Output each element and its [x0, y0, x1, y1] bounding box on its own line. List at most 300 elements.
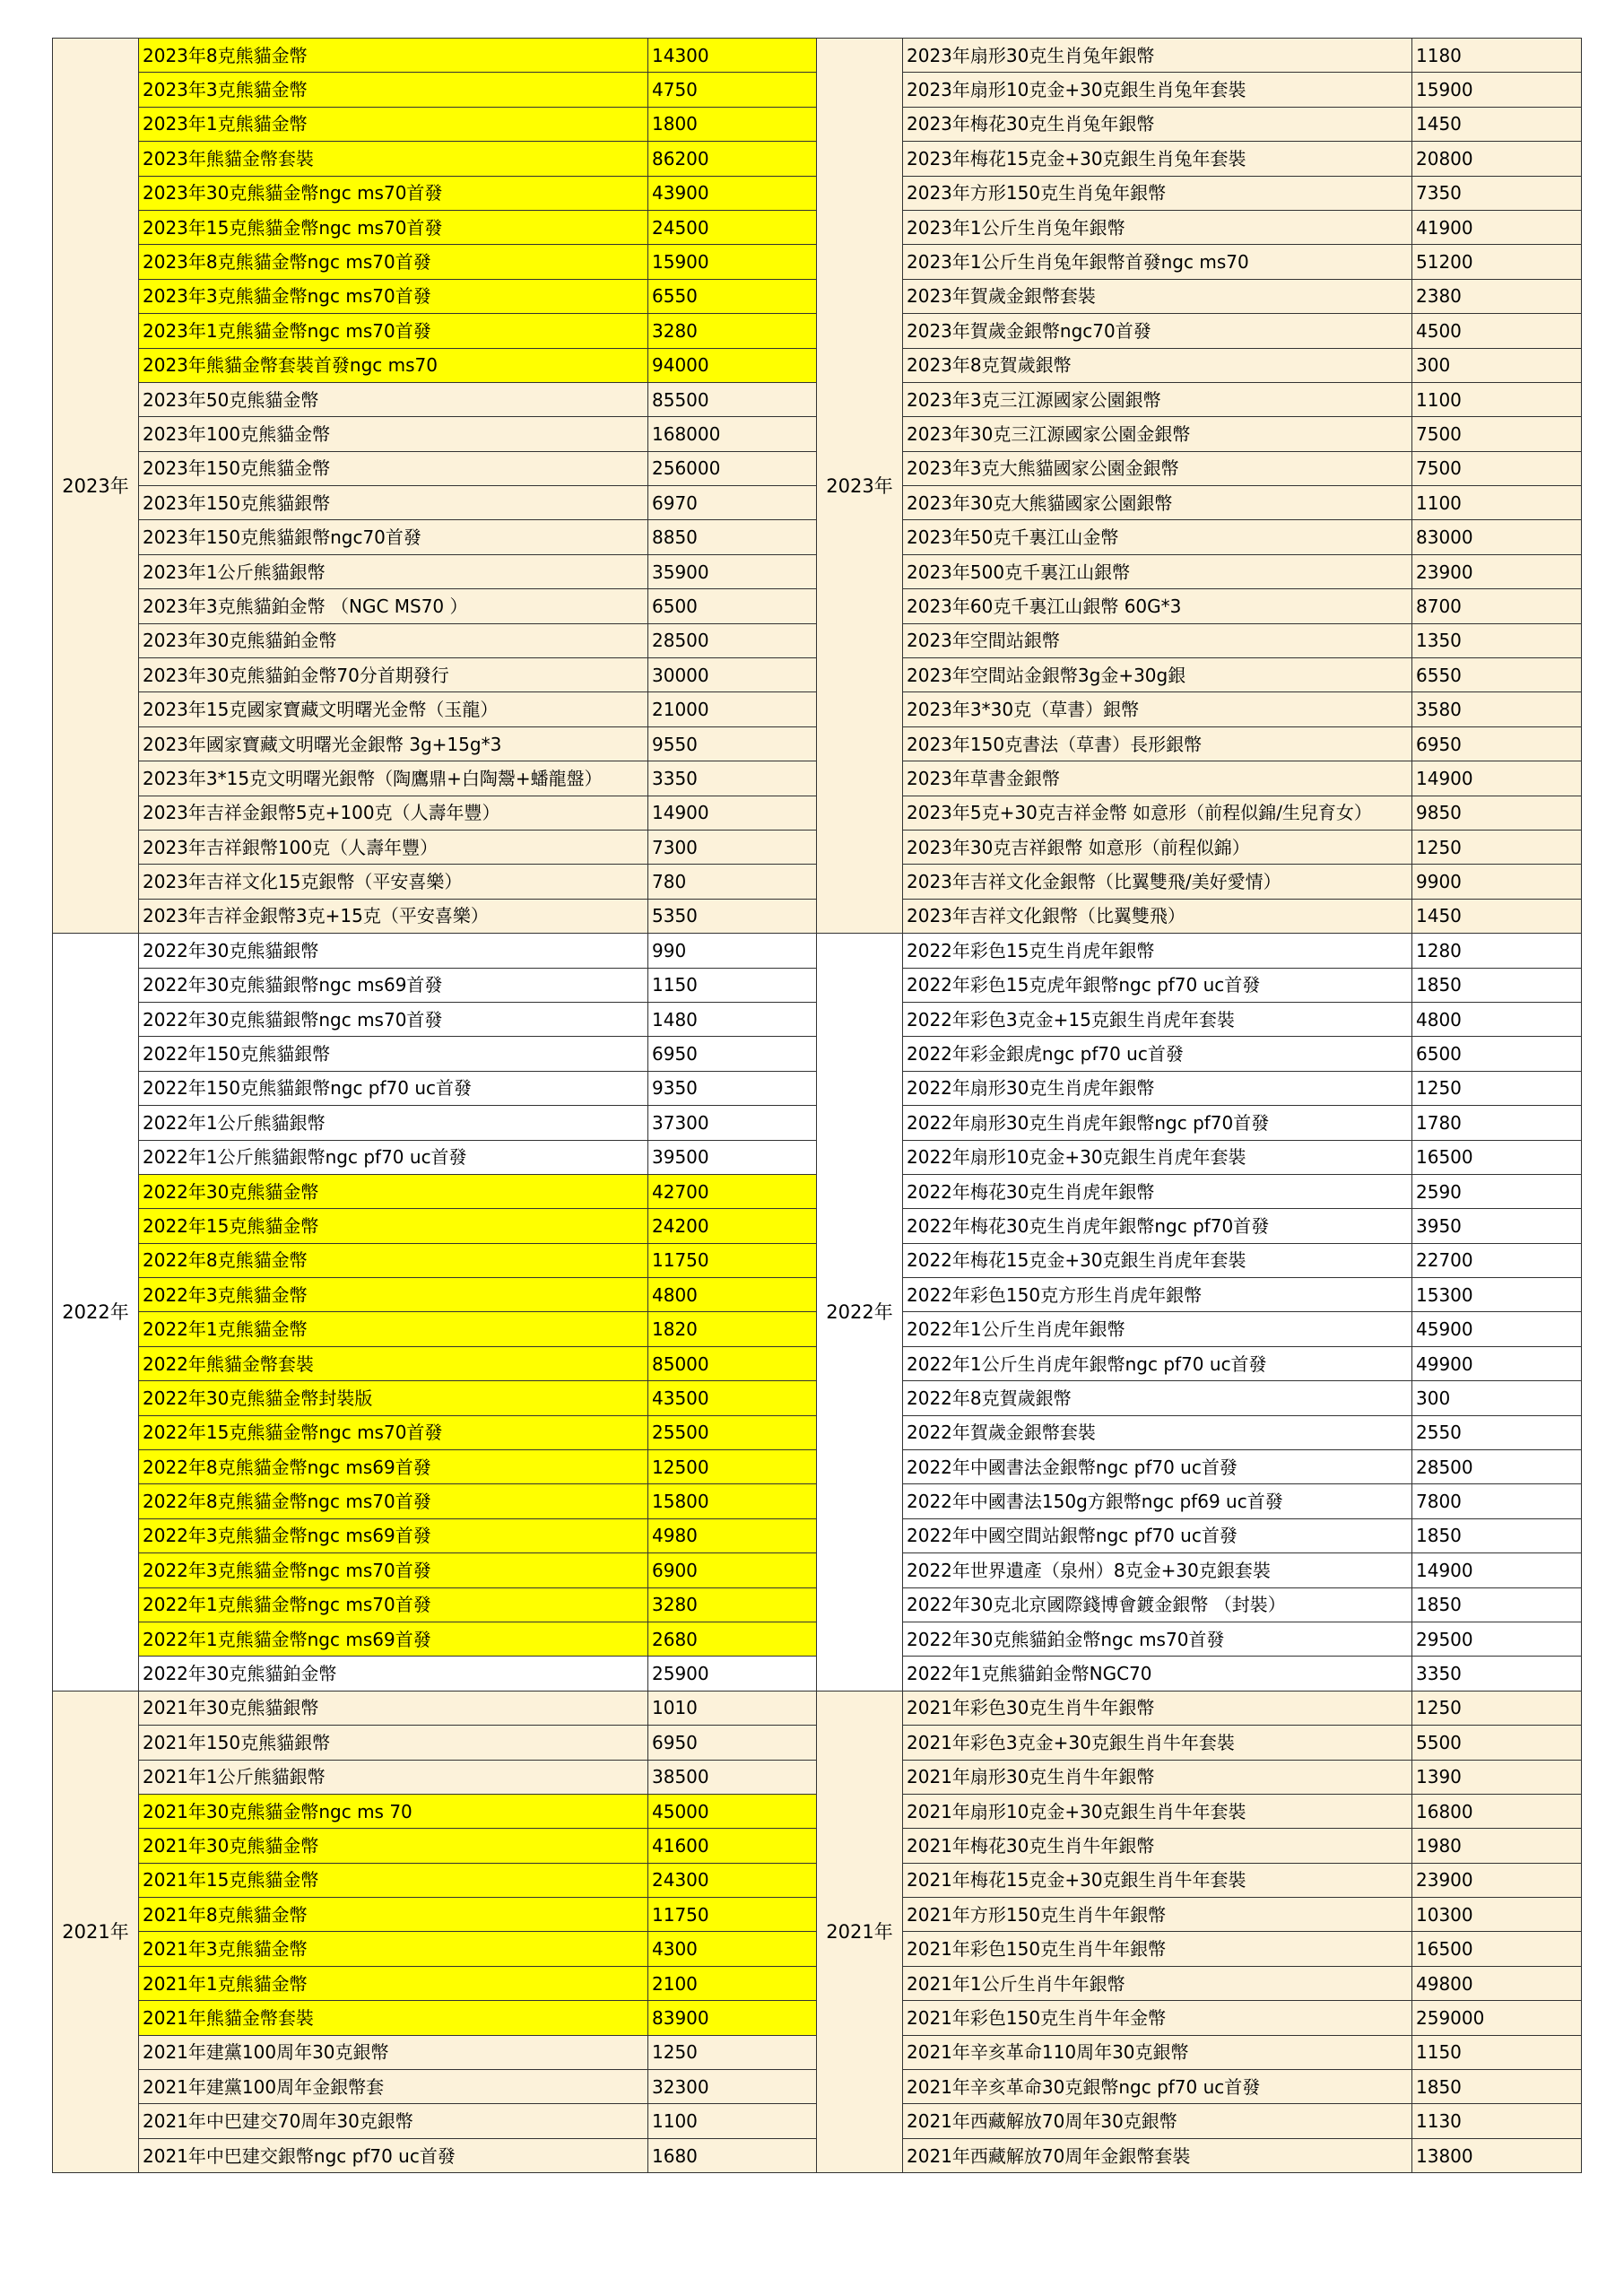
- item-name: 2023年8克熊貓金幣ngc ms70首發: [139, 245, 648, 279]
- item-price: 22700: [1412, 1243, 1582, 1277]
- item-name: 2023年50克千裏江山金幣: [903, 520, 1412, 554]
- item-name: 2022年30克熊貓銀幣: [139, 934, 648, 968]
- year-text: 2021年: [62, 1920, 129, 1943]
- item-price: 1010: [648, 1691, 817, 1725]
- item-name: 2023年空間站金銀幣3g金+30g銀: [903, 658, 1412, 692]
- table-row: [817, 1346, 1582, 1380]
- item-price: 15800: [648, 1484, 817, 1518]
- table-row: [53, 554, 817, 588]
- table-row: [53, 1794, 817, 1828]
- table-row: [817, 761, 1582, 796]
- item-price: 39500: [648, 1140, 817, 1174]
- item-name: 2023年扇形10克金+30克銀生肖兔年套裝: [903, 73, 1412, 107]
- table-row: [817, 1622, 1582, 1656]
- table-row: [817, 968, 1582, 1002]
- item-price: 42700: [648, 1174, 817, 1208]
- item-name: 2023年150克書法（草書）長形銀幣: [903, 726, 1412, 761]
- table-row: [53, 726, 817, 761]
- item-name: 2022年1克熊貓金幣: [139, 1312, 648, 1346]
- item-price: 2550: [1412, 1415, 1582, 1449]
- item-name: 2023年30克熊貓鉑金幣70分首期發行: [139, 658, 648, 692]
- item-name: 2022年彩色3克金+15克銀生肖虎年套裝: [903, 1002, 1412, 1036]
- item-price: 300: [1412, 1381, 1582, 1415]
- item-name: 2021年扇形10克金+30克銀生肖牛年套裝: [903, 1794, 1412, 1828]
- item-price: 10300: [1412, 1898, 1582, 1932]
- table-row: [53, 796, 817, 830]
- table-row: [817, 2070, 1582, 2104]
- item-name: 2023年30克三江源國家公園金銀幣: [903, 417, 1412, 451]
- item-name: 2023年草書金銀幣: [903, 761, 1412, 796]
- table-row: [817, 2035, 1582, 2069]
- item-price: 30000: [648, 658, 817, 692]
- item-name: 2023年150克熊貓銀幣ngc70首發: [139, 520, 648, 554]
- table-row: [817, 520, 1582, 554]
- item-name: 2021年彩色3克金+30克銀生肖牛年套裝: [903, 1726, 1412, 1760]
- item-price: 85000: [648, 1346, 817, 1380]
- item-name: 2023年30克大熊貓國家公園銀幣: [903, 486, 1412, 520]
- item-price: 7800: [1412, 1484, 1582, 1518]
- item-price: 7500: [1412, 451, 1582, 485]
- item-price: 1250: [1412, 1071, 1582, 1105]
- item-name: 2022年3克熊貓金幣ngc ms70首發: [139, 1553, 648, 1587]
- item-name: 2021年彩色30克生肖牛年銀幣: [903, 1691, 1412, 1725]
- table-row: [817, 1002, 1582, 1036]
- item-name: 2021年梅花15克金+30克銀生肖牛年套裝: [903, 1863, 1412, 1897]
- table-row: [53, 142, 817, 176]
- item-price: 6900: [648, 1553, 817, 1587]
- item-price: 14900: [1412, 1553, 1582, 1587]
- table-row: [817, 1278, 1582, 1312]
- item-name: 2021年梅花30克生肖牛年銀幣: [903, 1829, 1412, 1863]
- item-price: 12500: [648, 1450, 817, 1484]
- item-price: 6500: [648, 589, 817, 623]
- item-price: 15900: [648, 245, 817, 279]
- table-row: [817, 830, 1582, 864]
- table-row: [817, 1071, 1582, 1105]
- table-row: [53, 73, 817, 107]
- table-row: [53, 1518, 817, 1552]
- item-price: 6550: [648, 279, 817, 313]
- left-price-table: [52, 38, 817, 2173]
- item-price: 168000: [648, 417, 817, 451]
- table-row: [53, 2035, 817, 2069]
- item-price: 4980: [648, 1518, 817, 1552]
- item-price: 45000: [648, 1794, 817, 1828]
- item-price: 43500: [648, 1381, 817, 1415]
- item-price: 37300: [648, 1106, 817, 1140]
- table-row: [53, 1071, 817, 1105]
- item-price: 28500: [648, 623, 817, 657]
- item-name: 2022年15克熊貓金幣: [139, 1209, 648, 1243]
- item-name: 2023年梅花15克金+30克銀生肖兔年套裝: [903, 142, 1412, 176]
- item-name: 2023年吉祥銀幣100克（人壽年豐）: [139, 830, 648, 864]
- table-row: [53, 382, 817, 416]
- item-name: 2023年150克熊貓金幣: [139, 451, 648, 485]
- item-name: 2023年3*15克文明曙光銀幣（陶鷹鼎+白陶鬶+蟠龍盤）: [139, 761, 648, 796]
- table-row: [817, 73, 1582, 107]
- item-price: 21000: [648, 692, 817, 726]
- table-row: [817, 726, 1582, 761]
- table-row: [53, 1932, 817, 1966]
- item-price: 11750: [648, 1898, 817, 1932]
- item-price: 5350: [648, 899, 817, 933]
- table-row: [817, 1898, 1582, 1932]
- table-row: [53, 486, 817, 520]
- item-name: 2022年彩色15克虎年銀幣ngc pf70 uc首發: [903, 968, 1412, 1002]
- table-row: [53, 520, 817, 554]
- item-price: 4300: [648, 1932, 817, 1966]
- table-row: [817, 1863, 1582, 1897]
- item-name: 2023年方形150克生肖兔年銀幣: [903, 176, 1412, 210]
- item-price: 1980: [1412, 1829, 1582, 1863]
- item-price: 15300: [1412, 1278, 1582, 1312]
- item-price: 83000: [1412, 520, 1582, 554]
- item-name: 2021年1公斤熊貓銀幣: [139, 1760, 648, 1794]
- table-row: [817, 1932, 1582, 1966]
- item-name: 2022年中國書法金銀幣ngc pf70 uc首發: [903, 1450, 1412, 1484]
- table-row: [53, 1278, 817, 1312]
- table-row: [53, 107, 817, 141]
- item-name: 2023年1公斤熊貓銀幣: [139, 554, 648, 588]
- item-name: 2022年熊貓金幣套裝: [139, 1346, 648, 1380]
- item-name: 2023年空間站銀幣: [903, 623, 1412, 657]
- item-name: 2022年1克熊貓鉑金幣NGC70: [903, 1657, 1412, 1691]
- item-name: 2022年梅花30克生肖虎年銀幣: [903, 1174, 1412, 1208]
- item-price: 7300: [648, 830, 817, 864]
- table-row: [53, 1415, 817, 1449]
- item-name: 2023年60克千裏江山銀幣 60G*3: [903, 589, 1412, 623]
- table-row: [53, 1312, 817, 1346]
- table-row: [817, 210, 1582, 244]
- item-price: 5500: [1412, 1726, 1582, 1760]
- table-row: [53, 2138, 817, 2172]
- item-price: 16800: [1412, 1794, 1582, 1828]
- item-name: 2022年15克熊貓金幣ngc ms70首發: [139, 1415, 648, 1449]
- item-name: 2022年8克熊貓金幣: [139, 1243, 648, 1277]
- item-name: 2023年3克三江源國家公園銀幣: [903, 382, 1412, 416]
- item-price: 83900: [648, 2001, 817, 2035]
- item-name: 2022年30克熊貓金幣: [139, 1174, 648, 1208]
- table-row: [53, 865, 817, 899]
- item-price: 1150: [648, 968, 817, 1002]
- item-name: 2023年30克熊貓金幣ngc ms70首發: [139, 176, 648, 210]
- table-row: [817, 1657, 1582, 1691]
- table-row: [817, 658, 1582, 692]
- item-price: 6950: [1412, 726, 1582, 761]
- table-row: [53, 176, 817, 210]
- item-name: 2023年吉祥文化金銀幣（比翼雙飛/美好愛情）: [903, 865, 1412, 899]
- table-row: [817, 382, 1582, 416]
- item-price: 259000: [1412, 2001, 1582, 2035]
- table-row: [53, 245, 817, 279]
- item-name: 2022年150克熊貓銀幣: [139, 1037, 648, 1071]
- item-price: 4800: [648, 1278, 817, 1312]
- item-price: 3950: [1412, 1209, 1582, 1243]
- table-row: [817, 934, 1582, 968]
- table-row: [53, 451, 817, 485]
- year-label: [817, 1691, 903, 2172]
- item-price: 24500: [648, 210, 817, 244]
- item-price: 51200: [1412, 245, 1582, 279]
- item-name: 2023年賀歲金銀幣套裝: [903, 279, 1412, 313]
- table-row: [53, 2001, 817, 2035]
- table-row: [53, 1829, 817, 1863]
- table-row: [817, 451, 1582, 485]
- item-name: 2023年1公斤生肖兔年銀幣首發ngc ms70: [903, 245, 1412, 279]
- item-price: 1450: [1412, 107, 1582, 141]
- item-name: 2022年30克熊貓銀幣ngc ms70首發: [139, 1002, 648, 1036]
- item-price: 20800: [1412, 142, 1582, 176]
- item-price: 2680: [648, 1622, 817, 1656]
- table-row: [53, 1622, 817, 1656]
- item-price: 780: [648, 865, 817, 899]
- item-name: 2023年吉祥文化銀幣（比翼雙飛）: [903, 899, 1412, 933]
- table-row: [53, 1106, 817, 1140]
- table-row: [817, 2001, 1582, 2035]
- item-name: 2021年8克熊貓金幣: [139, 1898, 648, 1932]
- table-row: [53, 348, 817, 382]
- item-price: 3280: [648, 314, 817, 348]
- table-row: [53, 2104, 817, 2138]
- item-name: 2022年1公斤熊貓銀幣ngc pf70 uc首發: [139, 1140, 648, 1174]
- table-row: [817, 1587, 1582, 1622]
- item-name: 2023年3*30克（草書）銀幣: [903, 692, 1412, 726]
- item-name: 2021年15克熊貓金幣: [139, 1863, 648, 1897]
- item-price: 7500: [1412, 417, 1582, 451]
- item-name: 2023年3克熊貓金幣ngc ms70首發: [139, 279, 648, 313]
- table-row: [817, 176, 1582, 210]
- year-label: [53, 934, 139, 1692]
- item-name: 2022年世界遺產（泉州）8克金+30克銀套裝: [903, 1553, 1412, 1587]
- item-price: 49800: [1412, 1966, 1582, 2000]
- item-name: 2023年15克國家寶藏文明曙光金幣（玉龍）: [139, 692, 648, 726]
- table-row: [817, 142, 1582, 176]
- item-name: 2023年1克熊貓金幣: [139, 107, 648, 141]
- item-price: 24200: [648, 1209, 817, 1243]
- item-name: 2023年5克+30克吉祥金幣 如意形（前程似錦/生兒育女）: [903, 796, 1412, 830]
- item-price: 1250: [1412, 1691, 1582, 1725]
- item-name: 2023年15克熊貓金幣ngc ms70首發: [139, 210, 648, 244]
- item-price: 3350: [1412, 1657, 1582, 1691]
- item-price: 11750: [648, 1243, 817, 1277]
- item-price: 2380: [1412, 279, 1582, 313]
- table-row: [53, 1691, 817, 1725]
- table-row: [817, 1209, 1582, 1243]
- item-price: 9350: [648, 1071, 817, 1105]
- item-name: 2021年30克熊貓銀幣: [139, 1691, 648, 1725]
- item-name: 2023年30克熊貓鉑金幣: [139, 623, 648, 657]
- year-label: [53, 39, 139, 934]
- table-row: [817, 1760, 1582, 1794]
- item-name: 2022年150克熊貓銀幣ngc pf70 uc首發: [139, 1071, 648, 1105]
- table-row: [817, 1829, 1582, 1863]
- item-price: 2590: [1412, 1174, 1582, 1208]
- table-row: [817, 1794, 1582, 1828]
- item-name: 2023年150克熊貓銀幣: [139, 486, 648, 520]
- item-price: 8700: [1412, 589, 1582, 623]
- table-row: [53, 1450, 817, 1484]
- item-price: 15900: [1412, 73, 1582, 107]
- item-name: 2021年中巴建交70周年30克銀幣: [139, 2104, 648, 2138]
- table-row: [817, 2104, 1582, 2138]
- item-name: 2023年500克千裏江山銀幣: [903, 554, 1412, 588]
- item-price: 86200: [648, 142, 817, 176]
- item-name: 2023年扇形30克生肖兔年銀幣: [903, 39, 1412, 73]
- item-name: 2022年30克熊貓鉑金幣ngc ms70首發: [903, 1622, 1412, 1656]
- item-name: 2022年30克北京國際錢博會鍍金銀幣 （封裝）: [903, 1587, 1412, 1622]
- item-name: 2022年1公斤生肖虎年銀幣ngc pf70 uc首發: [903, 1346, 1412, 1380]
- item-price: 9550: [648, 726, 817, 761]
- table-row: [53, 623, 817, 657]
- item-price: 3350: [648, 761, 817, 796]
- table-row: [53, 589, 817, 623]
- table-row: [53, 1346, 817, 1380]
- item-price: 6970: [648, 486, 817, 520]
- item-name: 2023年8克熊貓金幣: [139, 39, 648, 73]
- item-name: 2022年30克熊貓鉑金幣: [139, 1657, 648, 1691]
- item-name: 2022年8克賀歲銀幣: [903, 1381, 1412, 1415]
- table-row: [53, 1726, 817, 1760]
- table-row: [53, 39, 817, 73]
- table-row: [53, 1002, 817, 1036]
- table-row: [817, 1484, 1582, 1518]
- item-name: 2022年8克熊貓金幣ngc ms69首發: [139, 1450, 648, 1484]
- item-price: 256000: [648, 451, 817, 485]
- item-name: 2022年彩金銀虎ngc pf70 uc首發: [903, 1037, 1412, 1071]
- table-row: [817, 1106, 1582, 1140]
- item-name: 2021年建黨100周年30克銀幣: [139, 2035, 648, 2069]
- year-text: 2023年: [826, 474, 893, 497]
- table-row: [817, 1553, 1582, 1587]
- table-row: [817, 279, 1582, 313]
- item-name: 2023年50克熊貓金幣: [139, 382, 648, 416]
- item-name: 2021年方形150克生肖牛年銀幣: [903, 1898, 1412, 1932]
- table-row: [817, 1450, 1582, 1484]
- item-name: 2022年扇形30克生肖虎年銀幣: [903, 1071, 1412, 1105]
- item-price: 300: [1412, 348, 1582, 382]
- item-name: 2023年熊貓金幣套裝首發ngc ms70: [139, 348, 648, 382]
- item-price: 16500: [1412, 1140, 1582, 1174]
- item-price: 8850: [648, 520, 817, 554]
- item-name: 2023年3克大熊貓國家公園金銀幣: [903, 451, 1412, 485]
- item-name: 2022年1公斤生肖虎年銀幣: [903, 1312, 1412, 1346]
- item-name: 2022年扇形30克生肖虎年銀幣ngc pf70首發: [903, 1106, 1412, 1140]
- table-row: [53, 417, 817, 451]
- item-name: 2023年30克吉祥銀幣 如意形（前程似錦）: [903, 830, 1412, 864]
- table-row: [53, 1209, 817, 1243]
- table-row: [53, 2070, 817, 2104]
- table-row: [817, 1243, 1582, 1277]
- item-price: 1450: [1412, 899, 1582, 933]
- year-text: 2023年: [62, 474, 129, 497]
- year-text: 2021年: [826, 1920, 893, 1943]
- item-price: 14900: [648, 796, 817, 830]
- table-row: [53, 210, 817, 244]
- item-name: 2021年3克熊貓金幣: [139, 1932, 648, 1966]
- item-name: 2022年賀歲金銀幣套裝: [903, 1415, 1412, 1449]
- item-price: 4750: [648, 73, 817, 107]
- table-row: [817, 1518, 1582, 1552]
- table-row: [53, 1966, 817, 2000]
- item-price: 41900: [1412, 210, 1582, 244]
- table-row: [53, 279, 817, 313]
- year-label: [53, 1691, 139, 2172]
- item-name: 2023年熊貓金幣套裝: [139, 142, 648, 176]
- item-price: 1250: [1412, 830, 1582, 864]
- table-row: [817, 245, 1582, 279]
- table-row: [817, 1174, 1582, 1208]
- item-name: 2022年梅花15克金+30克銀生肖虎年套裝: [903, 1243, 1412, 1277]
- table-row: [817, 1312, 1582, 1346]
- item-name: 2023年8克賀歲銀幣: [903, 348, 1412, 382]
- item-price: 3580: [1412, 692, 1582, 726]
- table-row: [817, 1037, 1582, 1071]
- item-price: 1180: [1412, 39, 1582, 73]
- table-row: [817, 1966, 1582, 2000]
- item-price: 35900: [648, 554, 817, 588]
- item-name: 2022年彩色15克生肖虎年銀幣: [903, 934, 1412, 968]
- table-row: [817, 623, 1582, 657]
- item-price: 13800: [1412, 2138, 1582, 2172]
- item-name: 2023年100克熊貓金幣: [139, 417, 648, 451]
- item-name: 2021年彩色150克生肖牛年金幣: [903, 2001, 1412, 2035]
- table-row: [817, 1381, 1582, 1415]
- item-price: 990: [648, 934, 817, 968]
- table-row: [53, 899, 817, 933]
- table-row: [817, 107, 1582, 141]
- table-row: [53, 830, 817, 864]
- item-price: 25500: [648, 1415, 817, 1449]
- table-row: [817, 486, 1582, 520]
- item-price: 4500: [1412, 314, 1582, 348]
- table-row: [53, 1657, 817, 1691]
- table-row: [53, 314, 817, 348]
- table-row: [53, 1898, 817, 1932]
- right-price-table: [816, 38, 1582, 2173]
- item-price: 1100: [1412, 486, 1582, 520]
- table-row: [53, 968, 817, 1002]
- item-name: 2021年辛亥革命30克銀幣ngc pf70 uc首發: [903, 2070, 1412, 2104]
- item-price: 32300: [648, 2070, 817, 2104]
- table-row: [817, 1415, 1582, 1449]
- item-name: 2022年扇形10克金+30克銀生肖虎年套裝: [903, 1140, 1412, 1174]
- table-row: [817, 2138, 1582, 2172]
- table-row: [817, 865, 1582, 899]
- table-row: [817, 1726, 1582, 1760]
- item-price: 28500: [1412, 1450, 1582, 1484]
- item-price: 3280: [648, 1587, 817, 1622]
- item-price: 25900: [648, 1657, 817, 1691]
- table-row: [53, 1037, 817, 1071]
- item-price: 9900: [1412, 865, 1582, 899]
- item-price: 1390: [1412, 1760, 1582, 1794]
- table-row: [817, 1691, 1582, 1725]
- item-name: 2022年彩色150克方形生肖虎年銀幣: [903, 1278, 1412, 1312]
- item-name: 2021年西藏解放70周年金銀幣套裝: [903, 2138, 1412, 2172]
- item-name: 2023年吉祥金銀幣5克+100克（人壽年豐）: [139, 796, 648, 830]
- item-name: 2022年3克熊貓金幣: [139, 1278, 648, 1312]
- item-name: 2023年梅花30克生肖兔年銀幣: [903, 107, 1412, 141]
- item-price: 1130: [1412, 2104, 1582, 2138]
- item-name: 2022年30克熊貓金幣封裝版: [139, 1381, 648, 1415]
- table-row: [53, 1553, 817, 1587]
- item-price: 1820: [648, 1312, 817, 1346]
- table-row: [817, 417, 1582, 451]
- year-label: [817, 934, 903, 1692]
- item-name: 2022年1克熊貓金幣ngc ms69首發: [139, 1622, 648, 1656]
- item-price: 24300: [648, 1863, 817, 1897]
- item-price: 85500: [648, 382, 817, 416]
